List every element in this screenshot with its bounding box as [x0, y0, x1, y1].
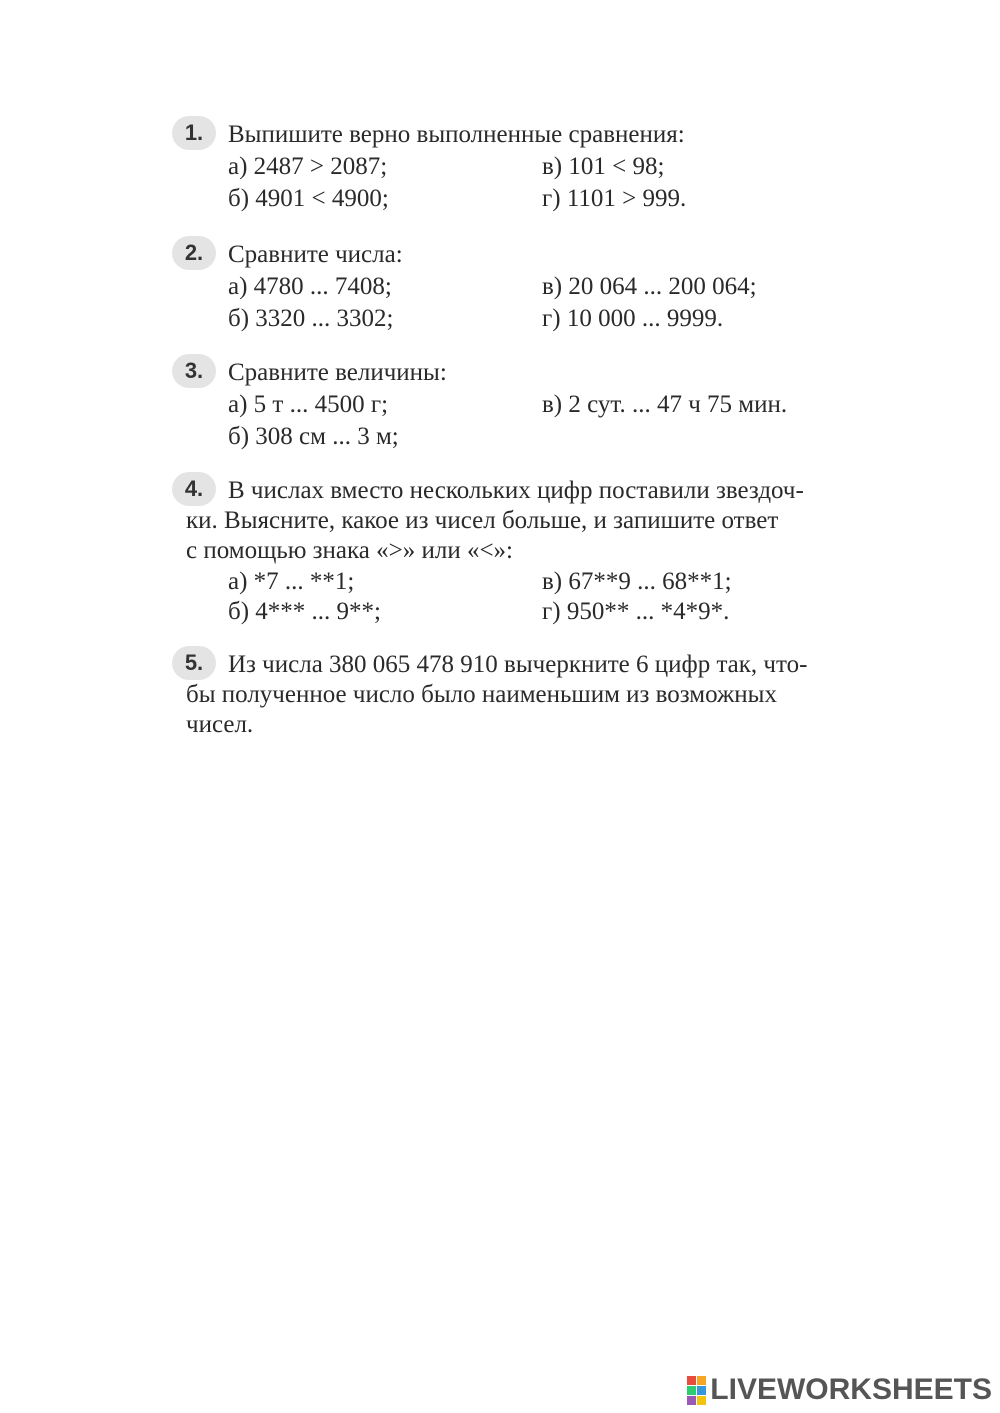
item-b: б) 4901 < 4900; [228, 185, 389, 212]
task-number: 5. [172, 646, 216, 680]
item-a: а) 4780 ... 7408; [228, 273, 392, 300]
item-a: а) 2487 > 2087; [228, 153, 388, 180]
task-3 [172, 358, 862, 448]
task-text-line-2: бы полученное число было наименьшим из возможных [186, 681, 777, 708]
item-b: б) 3320 ... 3302; [228, 305, 394, 332]
task-number: 2. [172, 236, 216, 270]
task-1 [172, 120, 862, 210]
item-v: в) 101 < 98; [542, 153, 665, 180]
item-g: г) 950** ... *4*9*. [542, 598, 730, 625]
item-v: в) 20 064 ... 200 064; [542, 273, 757, 300]
task-text-line-1: В числах вместо нескольких цифр поставили звездоч- [228, 477, 804, 504]
task-text-line-3: с помощью знака «>» или «<»: [186, 537, 513, 564]
task-text: Сравните величины: [228, 359, 447, 386]
task-number: 3. [172, 354, 216, 388]
logo-icon [687, 1376, 706, 1405]
task-text-line-2: ки. Выясните, какое из чисел больше, и запишите ответ [186, 507, 779, 534]
logo-square [687, 1386, 696, 1395]
item-g: г) 10 000 ... 9999. [542, 305, 724, 332]
task-number: 1. [172, 116, 216, 150]
task-text-line-1: Из числа 380 065 478 910 вычеркните 6 цифр так, что- [228, 651, 808, 678]
logo-square [687, 1376, 696, 1385]
liveworksheets-logo [687, 1375, 992, 1405]
logo-square [687, 1396, 696, 1405]
item-b: б) 4*** ... 9**; [228, 598, 381, 625]
item-a: а) 5 т ... 4500 г; [228, 391, 389, 418]
task-text: Сравните числа: [228, 241, 403, 268]
item-b: б) 308 см ... 3 м; [228, 423, 399, 450]
item-v: в) 2 сут. ... 47 ч 75 мин. [542, 391, 788, 418]
logo-square [697, 1386, 706, 1395]
task-number: 4. [172, 472, 216, 506]
item-a: а) *7 ... **1; [228, 568, 355, 595]
item-g: г) 1101 > 999. [542, 185, 687, 212]
item-v: в) 67**9 ... 68**1; [542, 568, 732, 595]
logo-square [697, 1396, 706, 1405]
task-5 [172, 650, 862, 742]
logo-square [697, 1376, 706, 1385]
task-4 [172, 476, 862, 626]
task-text-line-3: чисел. [186, 711, 254, 738]
brand-name: LIVEWORKSHEETS [710, 1373, 992, 1406]
task-2 [172, 240, 862, 330]
task-text: Выпишите верно выполненные сравнения: [228, 121, 685, 148]
